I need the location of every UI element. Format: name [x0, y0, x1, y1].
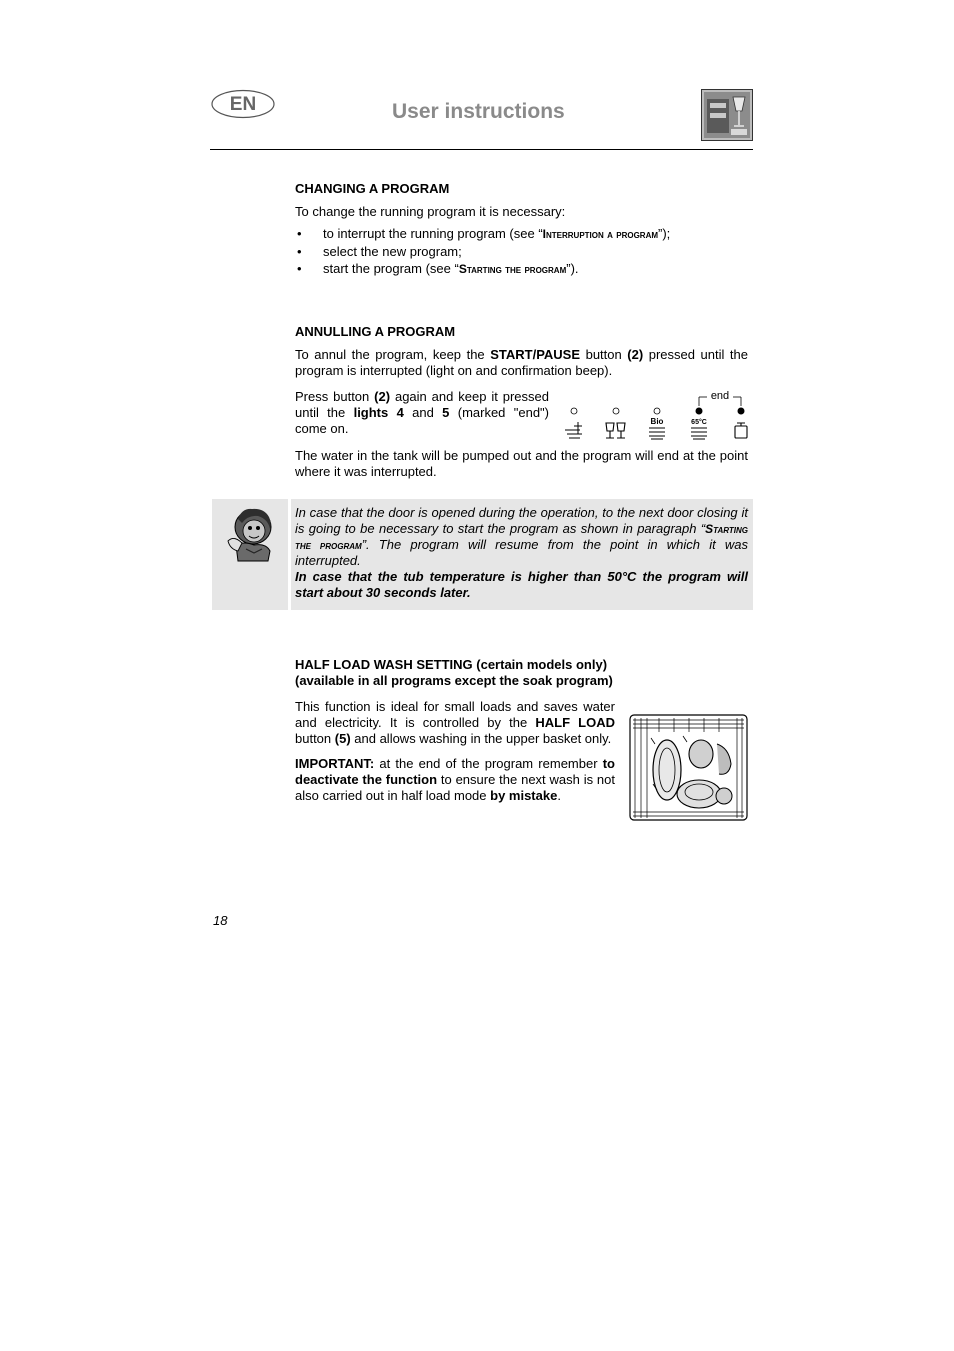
section-heading: CHANGING A PROGRAM	[295, 181, 450, 196]
soak-icon	[565, 422, 582, 438]
button-number: (2)	[627, 347, 644, 362]
bio-icon	[649, 417, 665, 439]
upper-basket-illustration	[629, 714, 749, 822]
note-text-part: In case that the door is opened during the operation, to the next door closing it is going to be necessary to start the program as shown in paragraph “	[295, 505, 748, 536]
emphasis: to deactivate the function	[295, 756, 615, 787]
text: (marked "end") come on.	[295, 405, 549, 436]
text: This function is ideal for small loads and saves water and electricity. It is controlled by the	[295, 699, 615, 730]
pot-icon	[735, 423, 747, 438]
list-text: ”);	[658, 226, 671, 241]
important-label: IMPORTANT:	[295, 756, 375, 771]
paragraph	[295, 347, 748, 379]
steps-list	[295, 225, 748, 278]
light-number: 5	[442, 405, 450, 420]
page-title: User instructions	[392, 100, 565, 123]
text: again and keep it pressed until the	[295, 389, 549, 420]
list-text: ”).	[566, 261, 579, 276]
note-text-part: ”. The program will resume from the point in which it was interrupted.	[295, 537, 748, 568]
lights-label: lights 4	[353, 405, 404, 420]
section-annulling-program	[295, 324, 748, 379]
text: to ensure the next wash is not also carried out in half load mode	[295, 772, 616, 803]
pump-out-paragraph: The water in the tank will be pumped out and the program will end at the point where it was interrupted.	[295, 448, 748, 479]
light-5-on	[738, 408, 745, 415]
half-load-text	[295, 699, 615, 804]
light-4-on	[696, 408, 703, 415]
light-3-off	[654, 408, 660, 414]
text: To annul the program, keep the	[295, 347, 491, 362]
dishwasher-logo-icon	[701, 89, 753, 141]
button-number: (5)	[334, 731, 351, 746]
glasses-icon	[606, 423, 625, 438]
cross-reference: Starting the program	[458, 262, 567, 276]
section-heading: ANNULLING A PROGRAM	[295, 324, 456, 339]
section-half-load	[295, 657, 748, 689]
press-button-paragraph	[295, 389, 549, 437]
list-text: start the program (see “	[323, 261, 459, 276]
mascot-icon	[224, 505, 278, 563]
list-item	[295, 260, 748, 278]
section-subheading: (available in all programs except the soak program)	[295, 673, 613, 688]
list-item	[295, 225, 748, 243]
list-item	[295, 243, 748, 260]
text: and allows washing in the upper basket only.	[350, 731, 612, 746]
list-text: select the new program;	[323, 244, 462, 259]
end-label: end	[710, 390, 730, 402]
program-lights-panel	[560, 386, 755, 444]
text: and	[403, 405, 443, 420]
button-number: (2)	[374, 389, 391, 404]
cross-reference: Starting the program	[295, 522, 748, 552]
button-name: HALF LOAD	[535, 715, 615, 730]
paragraph	[295, 756, 615, 804]
paragraph	[295, 699, 615, 747]
text: Press button	[295, 389, 375, 404]
text: at the end of the program remember	[374, 756, 603, 771]
note-text	[295, 505, 748, 601]
note-warning: In case that the tub temperature is higher than 50°C the program will start about 30 seconds later.	[295, 569, 748, 600]
temperature-label: 65°C	[691, 419, 707, 426]
text: button	[580, 347, 628, 362]
bio-label: Bio	[650, 417, 664, 426]
text: pressed until the program is interrupted (light on and confirmation beep).	[295, 347, 748, 378]
language-badge	[211, 89, 275, 119]
text: .	[557, 788, 561, 803]
button-name: START/PAUSE	[490, 347, 581, 362]
light-2-off	[613, 408, 619, 414]
page-number: 18	[213, 913, 228, 928]
emphasis: by mistake	[490, 788, 558, 803]
cross-reference: Interruption a program	[542, 227, 659, 241]
list-text: to interrupt the running program (see “	[323, 226, 543, 241]
header-rule	[210, 149, 753, 150]
language-code: EN	[229, 94, 257, 115]
section-heading: HALF LOAD WASH SETTING (certain models only)	[295, 657, 608, 672]
section-changing-program	[295, 181, 748, 278]
light-1-off	[571, 408, 577, 414]
temperature-icon	[691, 418, 707, 439]
paragraph: To change the running program it is necessary:	[295, 204, 566, 219]
text: button	[295, 731, 335, 746]
